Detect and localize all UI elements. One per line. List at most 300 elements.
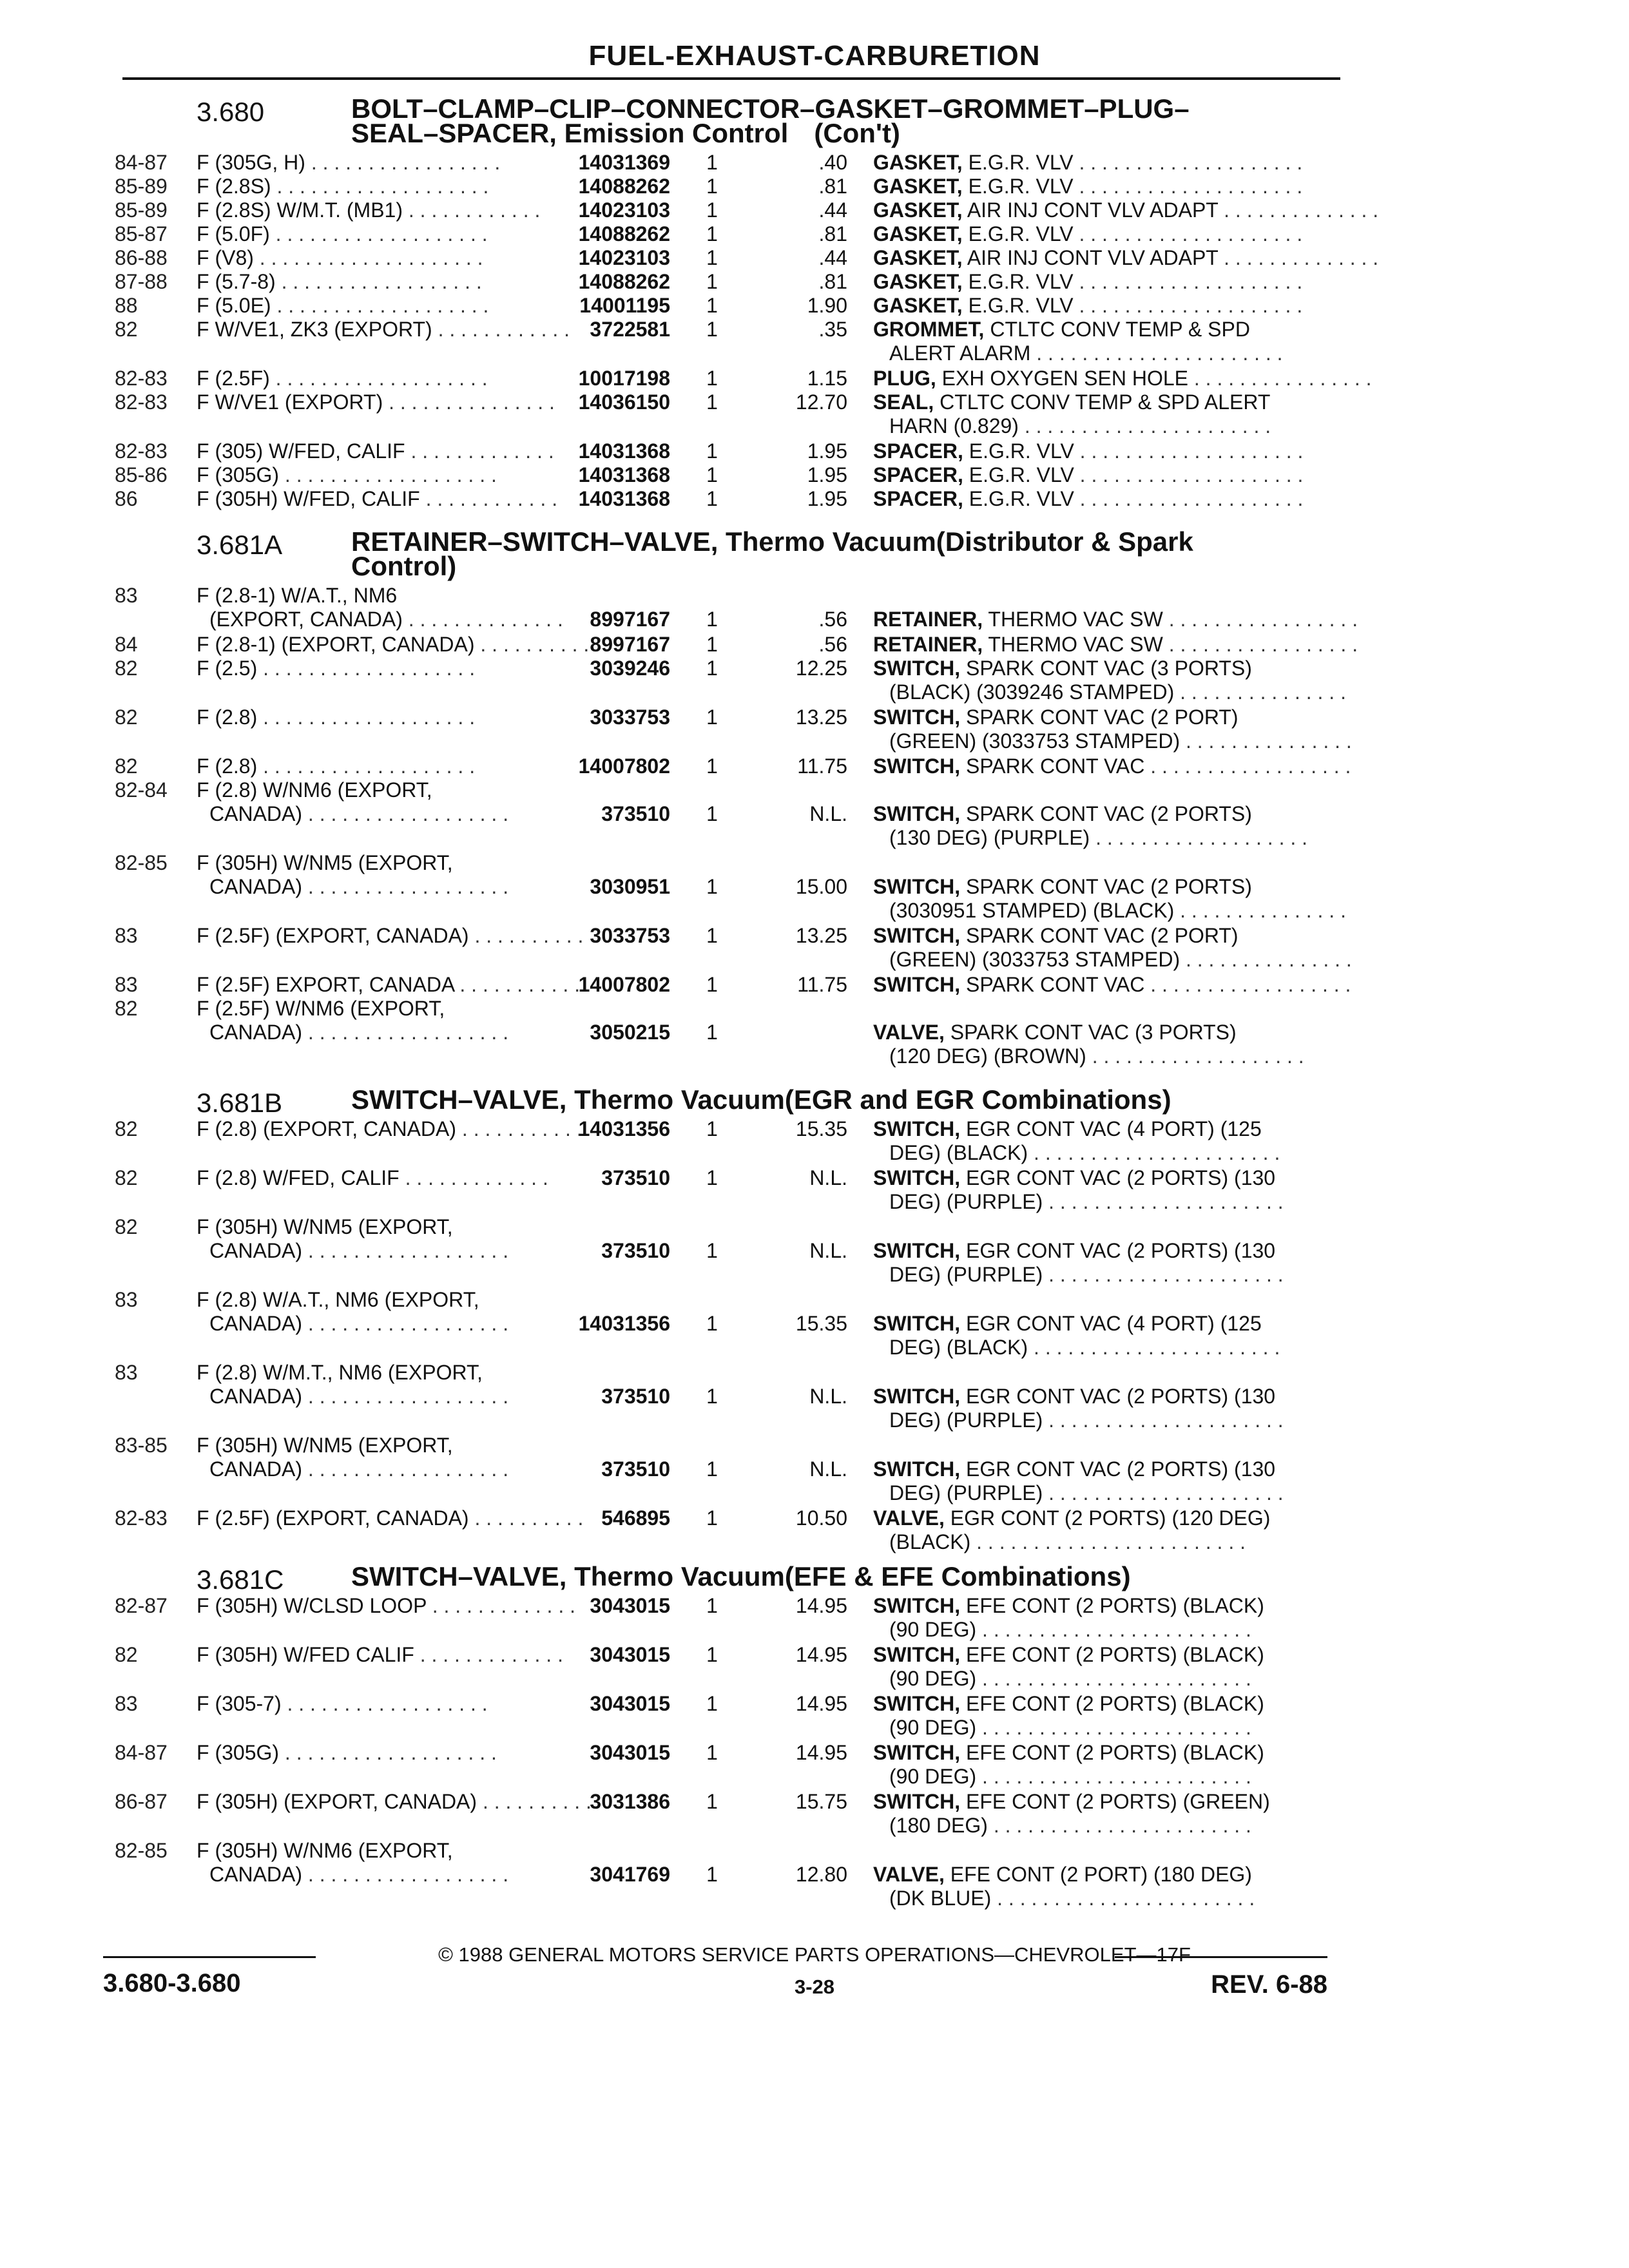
leader-dots: . . . . . . . . . . . . . . . . . . . . . . bbox=[1028, 1336, 1280, 1359]
part-detail: EFE CONT (2 PORTS) (GREEN) bbox=[960, 1790, 1270, 1813]
model-text: F W/VE1 (EXPORT) bbox=[197, 390, 383, 414]
part-number: 14007802 bbox=[578, 973, 670, 996]
price: .81 bbox=[818, 222, 847, 245]
part-description bbox=[873, 1863, 1350, 1887]
model-text: F (2.8) W/NM6 (EXPORT, bbox=[197, 778, 432, 802]
part-detail: CTLTC CONV TEMP & SPD ALERT bbox=[934, 390, 1271, 414]
model-text: F (305H) W/CLSD LOOP bbox=[197, 1594, 427, 1617]
model-application bbox=[197, 390, 555, 414]
model-application bbox=[197, 1506, 584, 1530]
leader-dots: . . . . . . . . . . . . . . . . . . . . bbox=[1074, 463, 1304, 486]
part-description-cont bbox=[889, 1190, 1366, 1214]
model-years: 82-85 bbox=[115, 1839, 168, 1862]
price: 12.25 bbox=[795, 657, 847, 680]
model-years: 82 bbox=[115, 706, 138, 729]
section-title-line: BOLT–CLAMP–CLIP–CONNECTOR–GASKET–GROMMET–PLUG– bbox=[351, 93, 1190, 124]
price: 11.75 bbox=[797, 754, 847, 778]
part-number: 373510 bbox=[601, 802, 670, 825]
section-title-line bbox=[351, 551, 1305, 581]
part-detail-cont: DEG) (PURPLE) bbox=[889, 1263, 1043, 1286]
part-description-cont bbox=[889, 1530, 1366, 1554]
model-text: F (2.8) bbox=[197, 706, 258, 729]
leader-dots: . . . . . . . . . . . bbox=[456, 1117, 583, 1140]
part-description bbox=[873, 1457, 1350, 1481]
leader-dots: . . . . . . . . . . . . . . . . . . . . bbox=[1073, 294, 1303, 317]
quantity: 1 bbox=[706, 367, 718, 390]
part-detail: THERMO VAC SW bbox=[983, 633, 1163, 656]
price: N.L. bbox=[809, 1385, 847, 1408]
leader-dots: . . . . . . . . . . . . . . . . . . bbox=[302, 1312, 509, 1335]
leader-dots: . . . . . . . . . . . . . . . . . . bbox=[302, 1863, 509, 1886]
quantity: 1 bbox=[706, 1239, 718, 1262]
leader-dots: . . . . . . . . . . . . . . . . . . . . . bbox=[1043, 1263, 1284, 1286]
model-years: 82-84 bbox=[115, 778, 168, 802]
model-years: 83 bbox=[115, 1288, 138, 1311]
part-detail: EFE CONT (2 PORTS) (BLACK) bbox=[960, 1692, 1264, 1715]
part-description bbox=[873, 463, 1350, 487]
quantity: 1 bbox=[706, 439, 718, 463]
part-name: SWITCH, bbox=[873, 1790, 961, 1813]
section-title-suffix: (Con't) bbox=[814, 118, 900, 148]
quantity: 1 bbox=[706, 270, 718, 293]
model-text: F (305H) (EXPORT, CANADA) bbox=[197, 1790, 477, 1813]
model-text: F (2.5F) (EXPORT, CANADA) bbox=[197, 1506, 469, 1530]
model-text: F (305H) W/NM5 (EXPORT, bbox=[197, 851, 453, 874]
part-detail: EFE CONT (2 PORTS) (BLACK) bbox=[960, 1643, 1264, 1666]
model-text: F (305H) W/NM6 (EXPORT, bbox=[197, 1839, 453, 1862]
part-name: GASKET, bbox=[873, 270, 963, 293]
part-number: 10017198 bbox=[578, 367, 670, 390]
part-detail: SPARK CONT VAC (2 PORTS) bbox=[960, 875, 1252, 898]
section-number: 3.680 bbox=[197, 97, 265, 127]
part-detail: EXH OXYGEN SEN HOLE bbox=[936, 367, 1188, 390]
part-description-cont bbox=[889, 1336, 1366, 1360]
quantity: 1 bbox=[706, 754, 718, 778]
model-text: CANADA) bbox=[209, 1385, 303, 1408]
price: N.L. bbox=[809, 1166, 847, 1189]
leader-dots: . . . . . . . . . . . . . . . . . bbox=[1162, 633, 1358, 656]
part-detail-cont: (130 DEG) (PURPLE) bbox=[889, 826, 1090, 849]
leader-dots: . . . . . . . . . . . . . . . . bbox=[1188, 367, 1372, 390]
leader-dots: . . . . . . . . . . . . . . . . . . . bbox=[279, 1741, 497, 1764]
quantity: 1 bbox=[706, 390, 718, 414]
quantity: 1 bbox=[706, 924, 718, 947]
model-text: CANADA) bbox=[209, 802, 303, 825]
price: 15.35 bbox=[795, 1312, 847, 1335]
part-detail-cont: (3030951 STAMPED) (BLACK) bbox=[889, 899, 1175, 922]
model-text: F (2.8S) bbox=[197, 175, 271, 198]
model-application bbox=[197, 973, 581, 997]
model-text: F (305H) W/NM5 (EXPORT, bbox=[197, 1215, 453, 1238]
section-title-line: SWITCH–VALVE, Thermo Vacuum(EFE & EFE Combinations) bbox=[351, 1561, 1131, 1591]
part-detail-cont: DEG) (BLACK) bbox=[889, 1336, 1028, 1359]
model-application bbox=[197, 270, 519, 294]
footer-revision: REV. 6-88 bbox=[1211, 1970, 1327, 1999]
model-application bbox=[197, 151, 519, 175]
model-years: 82-83 bbox=[115, 390, 168, 414]
part-description-cont bbox=[889, 826, 1366, 850]
leader-dots: . . . . . . . . . . . . bbox=[419, 487, 558, 510]
part-number: 373510 bbox=[601, 1166, 670, 1189]
part-name: GROMMET, bbox=[873, 318, 985, 341]
part-description bbox=[873, 633, 1358, 657]
part-detail: SPARK CONT VAC bbox=[960, 754, 1145, 778]
model-application bbox=[197, 318, 570, 341]
model-text: (EXPORT, CANADA) bbox=[209, 608, 403, 631]
part-name: SWITCH, bbox=[873, 1594, 961, 1617]
model-years: 88 bbox=[115, 294, 138, 317]
part-description bbox=[873, 1117, 1350, 1141]
leader-dots: . . . . . . . . . . . . . . . bbox=[1174, 899, 1346, 922]
section-title-line bbox=[351, 118, 1305, 148]
price: 15.75 bbox=[795, 1790, 847, 1813]
leader-dots: . . . . . . . . . . . . . bbox=[414, 1643, 563, 1666]
leader-dots: . . . . . . . . . . . . . . . . . . . . bbox=[1073, 270, 1303, 293]
model-text: F (5.7-8) bbox=[197, 270, 276, 293]
part-description-cont bbox=[889, 1618, 1366, 1642]
model-text: F (2.5) bbox=[197, 657, 258, 680]
part-name: VALVE, bbox=[873, 1021, 945, 1044]
model-text: F (2.8-1) W/A.T., NM6 bbox=[197, 584, 398, 607]
leader-dots: . . . . . . . . . . . . . . . . . . . bbox=[271, 175, 489, 198]
part-name: SWITCH, bbox=[873, 924, 961, 947]
part-description bbox=[873, 198, 1379, 222]
model-application bbox=[197, 294, 519, 318]
part-detail: EGR CONT VAC (2 PORTS) (130 bbox=[960, 1166, 1276, 1189]
quantity: 1 bbox=[706, 973, 718, 996]
model-years: 86 bbox=[115, 487, 138, 510]
part-description bbox=[873, 246, 1379, 270]
leader-dots: . . . . . . . . . . . . . . . . . . . . bbox=[1073, 151, 1303, 174]
model-application bbox=[197, 175, 519, 198]
part-number: 14031368 bbox=[578, 487, 670, 510]
model-application bbox=[197, 222, 519, 246]
part-name: RETAINER, bbox=[873, 608, 983, 631]
part-detail-cont: DEG) (PURPLE) bbox=[889, 1408, 1043, 1432]
quantity: 1 bbox=[706, 1117, 718, 1140]
footer-section-range: 3.680-3.680 bbox=[103, 1969, 241, 1997]
model-years: 82-85 bbox=[115, 851, 168, 874]
model-years: 84-87 bbox=[115, 1741, 168, 1764]
leader-dots: . . . . . . . . . . . . . . . . . . . bbox=[279, 463, 497, 486]
part-number: 14001195 bbox=[579, 294, 670, 317]
part-description bbox=[873, 222, 1350, 246]
model-text: F (2.5F) W/NM6 (EXPORT, bbox=[197, 997, 445, 1020]
part-detail-cont: (180 DEG) bbox=[889, 1814, 988, 1837]
leader-dots: . . . . . . . . . . bbox=[477, 1790, 592, 1813]
price: 13.25 bbox=[795, 706, 847, 729]
part-description bbox=[873, 270, 1350, 294]
quantity: 1 bbox=[706, 318, 718, 341]
header-rule bbox=[122, 77, 1340, 80]
model-application bbox=[197, 754, 519, 778]
part-number: 14036150 bbox=[578, 390, 670, 414]
part-detail: E.G.R. VLV bbox=[962, 270, 1074, 293]
part-detail: E.G.R. VLV bbox=[963, 439, 1074, 463]
part-name: SWITCH, bbox=[873, 1312, 961, 1335]
leader-dots: . . . . . . . . . . . . . . . . . . bbox=[302, 802, 509, 825]
part-detail-cont: (120 DEG) (BROWN) bbox=[889, 1044, 1086, 1068]
leader-dots: . . . . . . . . . . . . . . . . . . . bbox=[1086, 1044, 1304, 1068]
model-application bbox=[197, 1166, 548, 1190]
model-years: 82 bbox=[115, 1117, 138, 1140]
part-detail: EFE CONT (2 PORTS) (BLACK) bbox=[960, 1594, 1264, 1617]
part-description bbox=[873, 439, 1350, 463]
footer-page-number: 3-28 bbox=[794, 1975, 835, 1998]
leader-dots: . . . . . . . . . . . . . . . . . . . bbox=[1090, 826, 1308, 849]
model-years: 83-85 bbox=[115, 1434, 168, 1457]
model-application-cont bbox=[209, 1385, 532, 1408]
part-name: SWITCH, bbox=[873, 1239, 961, 1262]
part-detail: EGR CONT VAC (2 PORTS) (130 bbox=[960, 1457, 1276, 1481]
leader-dots: . . . . . . . . . . . . . . . . . . . . . . . bbox=[987, 1814, 1251, 1837]
part-detail-cont: HARN (0.829) bbox=[889, 414, 1019, 437]
model-text: F (2.5F) EXPORT, CANADA bbox=[197, 973, 454, 996]
model-text: F (5.0F) bbox=[197, 222, 270, 245]
model-text: F (305G) bbox=[197, 463, 280, 486]
part-detail-cont: ALERT ALARM bbox=[889, 341, 1031, 365]
leader-dots: . . . . . . . . . . . . . . . . . . bbox=[1144, 973, 1351, 996]
leader-dots: . . . . . . . . . . . . . . . . . . bbox=[302, 1021, 509, 1044]
price: 1.95 bbox=[807, 487, 847, 510]
part-detail-cont: (BLACK) bbox=[889, 1530, 971, 1553]
part-number: 14031368 bbox=[578, 439, 670, 463]
model-years: 86-87 bbox=[115, 1790, 168, 1813]
part-number: 3722581 bbox=[590, 318, 670, 341]
quantity: 1 bbox=[706, 1312, 718, 1335]
part-detail: E.G.R. VLV bbox=[962, 151, 1074, 174]
part-number: 3043015 bbox=[590, 1643, 670, 1666]
leader-dots: . . . . . . . . . . . . . . . bbox=[1180, 948, 1352, 971]
price: .56 bbox=[818, 608, 847, 631]
part-number: 14031356 bbox=[578, 1117, 670, 1140]
quantity: 1 bbox=[706, 1506, 718, 1530]
section-number: 3.681B bbox=[197, 1088, 283, 1118]
model-application-cont bbox=[209, 1863, 532, 1887]
leader-dots: . . . . . . . . . . . . . . . . . . . . . bbox=[1043, 1190, 1284, 1213]
leader-dots: . . . . . . . . . . . . . . . . . . bbox=[302, 1457, 509, 1481]
leader-dots: . . . . . . . . . . . . . . . . . . . . bbox=[1074, 439, 1304, 463]
quantity: 1 bbox=[706, 875, 718, 898]
footer-copyright: © 1988 GENERAL MOTORS SERVICE PARTS OPERATIONS—CHEVROLET—17F bbox=[438, 1943, 1191, 1966]
part-number: 14007802 bbox=[578, 754, 670, 778]
leader-dots: . . . . . . . . . . . . . . . . . . . . . bbox=[1043, 1408, 1284, 1432]
part-description bbox=[873, 151, 1350, 175]
price: .35 bbox=[818, 318, 847, 341]
part-description bbox=[873, 294, 1350, 318]
part-description bbox=[873, 1692, 1350, 1716]
price: 14.95 bbox=[795, 1741, 847, 1764]
part-number: 373510 bbox=[601, 1385, 670, 1408]
part-number: 8997167 bbox=[590, 633, 670, 656]
model-years: 85-86 bbox=[115, 463, 168, 486]
quantity: 1 bbox=[706, 1741, 718, 1764]
leader-dots: . . . . . . . . . . . . . . . . . . . bbox=[257, 754, 476, 778]
part-name: GASKET, bbox=[873, 246, 963, 269]
leader-dots: . . . . . . . . . . . . . . . . . . . . . . . . bbox=[976, 1716, 1251, 1739]
part-description bbox=[873, 1239, 1350, 1263]
model-text: F (2.8) W/A.T., NM6 (EXPORT, bbox=[197, 1288, 479, 1311]
price: N.L. bbox=[809, 802, 847, 825]
section-title-line2: SEAL–SPACER, Emission Control bbox=[351, 118, 789, 148]
section-title-line: RETAINER–SWITCH–VALVE, Thermo Vacuum(Distributor & Spark bbox=[351, 526, 1193, 557]
leader-dots: . . . . . . . . . . bbox=[474, 633, 590, 656]
model-text: F (305G) bbox=[197, 1741, 280, 1764]
quantity: 1 bbox=[706, 1790, 718, 1813]
price: 14.95 bbox=[795, 1643, 847, 1666]
part-description-cont bbox=[889, 899, 1366, 923]
quantity: 1 bbox=[706, 294, 718, 317]
part-detail-cont: DEG) (PURPLE) bbox=[889, 1190, 1043, 1213]
part-detail-cont: DEG) (PURPLE) bbox=[889, 1481, 1043, 1504]
leader-dots: . . . . . . . . . . . . . . . . . . . bbox=[269, 222, 488, 245]
part-description-cont bbox=[889, 1263, 1366, 1287]
part-detail: EFE CONT (2 PORT) (180 DEG) bbox=[944, 1863, 1252, 1886]
quantity: 1 bbox=[706, 175, 718, 198]
quantity: 1 bbox=[706, 246, 718, 269]
leader-dots: . . . . . . . . . . . . . . . . . . . . bbox=[1074, 487, 1304, 510]
part-description bbox=[873, 1312, 1350, 1336]
part-description bbox=[873, 802, 1350, 826]
quantity: 1 bbox=[706, 1166, 718, 1189]
model-application bbox=[197, 851, 519, 875]
part-name: SWITCH, bbox=[873, 1692, 961, 1715]
part-number: 3041769 bbox=[590, 1863, 670, 1886]
leader-dots: . . . . . . . . . . . . . . . . . . . bbox=[271, 294, 489, 317]
part-description-cont bbox=[889, 680, 1366, 704]
part-description-cont bbox=[889, 1408, 1366, 1432]
model-text: F (2.5F) (EXPORT, CANADA) bbox=[197, 924, 469, 947]
model-text: F (2.8-1) (EXPORT, CANADA) bbox=[197, 633, 475, 656]
part-number: 14031356 bbox=[578, 1312, 670, 1335]
price: 1.95 bbox=[807, 439, 847, 463]
price: .40 bbox=[818, 151, 847, 174]
leader-dots: . . . . . . . . . . . . . bbox=[405, 439, 554, 463]
part-name: GASKET, bbox=[873, 222, 963, 245]
part-number: 3050215 bbox=[590, 1021, 670, 1044]
leader-dots: . . . . . . . . . . bbox=[468, 924, 584, 947]
model-years: 82 bbox=[115, 1166, 138, 1189]
leader-dots: . . . . . . . . . . . . . . . . . . bbox=[302, 1239, 509, 1262]
part-detail: EGR CONT VAC (2 PORTS) (130 bbox=[960, 1239, 1276, 1262]
quantity: 1 bbox=[706, 151, 718, 174]
section-number: 3.681C bbox=[197, 1564, 284, 1595]
part-detail-cont: (90 DEG) bbox=[889, 1618, 977, 1641]
model-text: CANADA) bbox=[209, 1021, 303, 1044]
price: 12.70 bbox=[795, 390, 847, 414]
part-detail-cont: (90 DEG) bbox=[889, 1765, 977, 1788]
model-text: F (2.8) bbox=[197, 754, 258, 778]
model-application bbox=[197, 1117, 583, 1141]
model-years: 85-89 bbox=[115, 198, 168, 222]
model-years: 83 bbox=[115, 1692, 138, 1715]
part-description bbox=[873, 390, 1350, 414]
model-application bbox=[197, 706, 519, 729]
price: 10.50 bbox=[795, 1506, 847, 1530]
model-text: F (305H) W/NM5 (EXPORT, bbox=[197, 1434, 453, 1457]
price: 15.35 bbox=[795, 1117, 847, 1140]
model-application bbox=[197, 1839, 519, 1863]
quantity: 1 bbox=[706, 198, 718, 222]
part-description-cont bbox=[889, 1887, 1366, 1910]
part-description bbox=[873, 754, 1350, 778]
leader-dots: . . . . . . . . . . . . . . . . . . . . bbox=[253, 246, 483, 269]
leader-dots: . . . . . . . . . . . . . . . bbox=[1174, 680, 1346, 704]
part-detail: E.G.R. VLV bbox=[963, 487, 1074, 510]
quantity: 1 bbox=[706, 608, 718, 631]
part-description bbox=[873, 175, 1350, 198]
part-name: GASKET, bbox=[873, 294, 963, 317]
model-application bbox=[197, 1288, 519, 1312]
part-detail: SPARK CONT VAC (2 PORT) bbox=[960, 924, 1239, 947]
part-detail: SPARK CONT VAC (2 PORTS) bbox=[960, 802, 1252, 825]
model-years: 82 bbox=[115, 318, 138, 341]
model-application bbox=[197, 1215, 519, 1239]
part-detail: EGR CONT VAC (2 PORTS) (130 bbox=[960, 1385, 1276, 1408]
part-description-cont bbox=[889, 1667, 1366, 1691]
model-application-cont bbox=[209, 1239, 532, 1263]
model-text: F (5.0E) bbox=[197, 294, 271, 317]
part-description bbox=[873, 1741, 1350, 1765]
leader-dots: . . . . . . . . . . . . . . . . . . . . . . bbox=[1030, 341, 1283, 365]
part-detail: EGR CONT VAC (4 PORT) (125 bbox=[960, 1312, 1262, 1335]
part-number: 3043015 bbox=[590, 1741, 670, 1764]
model-text: F (305H) W/FED, CALIF bbox=[197, 487, 420, 510]
part-name: SWITCH, bbox=[873, 973, 961, 996]
quantity: 1 bbox=[706, 1692, 718, 1715]
model-application bbox=[197, 439, 554, 463]
part-number: 3033753 bbox=[590, 706, 670, 729]
part-name: SWITCH, bbox=[873, 875, 961, 898]
part-name: VALVE, bbox=[873, 1506, 945, 1530]
model-application-cont bbox=[209, 608, 563, 631]
leader-dots: . . . . . . . . . . . . . . . . . . . . . bbox=[1043, 1481, 1284, 1504]
model-years: 83 bbox=[115, 1361, 138, 1384]
leader-dots: . . . . . . . . . . . . . . . . . . . . . . . . bbox=[970, 1530, 1246, 1553]
model-application bbox=[197, 1741, 519, 1765]
leader-dots: . . . . . . . . . . . . bbox=[432, 318, 570, 341]
model-text: F W/VE1, ZK3 (EXPORT) bbox=[197, 318, 432, 341]
leader-dots: . . . . . . . . . . . . . . . . . . . . . . bbox=[1018, 414, 1271, 437]
model-years: 82 bbox=[115, 1643, 138, 1666]
model-text: CANADA) bbox=[209, 875, 303, 898]
model-application bbox=[197, 1594, 575, 1618]
leader-dots: . . . . . . . . . . . . . . . bbox=[383, 390, 555, 414]
model-years: 83 bbox=[115, 584, 138, 607]
part-name: RETAINER, bbox=[873, 633, 983, 656]
model-application bbox=[197, 584, 519, 608]
model-application bbox=[197, 1643, 563, 1667]
part-description-cont bbox=[889, 948, 1366, 972]
quantity: 1 bbox=[706, 463, 718, 486]
section-title bbox=[351, 526, 1305, 581]
leader-dots: . . . . . . . . . . . . . . . . . . . bbox=[257, 706, 476, 729]
section-title bbox=[351, 1561, 1305, 1591]
part-name: VALVE, bbox=[873, 1863, 945, 1886]
part-number: 14088262 bbox=[578, 270, 670, 293]
leader-dots: . . . . . . . . . . . . . . . . . . . . . . . bbox=[991, 1887, 1255, 1910]
model-application bbox=[197, 924, 584, 948]
part-detail: AIR INJ CONT VLV ADAPT bbox=[962, 198, 1219, 222]
model-years: 84-87 bbox=[115, 151, 168, 174]
part-description-cont bbox=[889, 1044, 1366, 1068]
part-number: 3043015 bbox=[590, 1692, 670, 1715]
quantity: 1 bbox=[706, 222, 718, 245]
part-detail: SPARK CONT VAC bbox=[960, 973, 1145, 996]
part-detail-cont: (DK BLUE) bbox=[889, 1887, 992, 1910]
part-name: SWITCH, bbox=[873, 1457, 961, 1481]
price: 13.25 bbox=[795, 924, 847, 947]
